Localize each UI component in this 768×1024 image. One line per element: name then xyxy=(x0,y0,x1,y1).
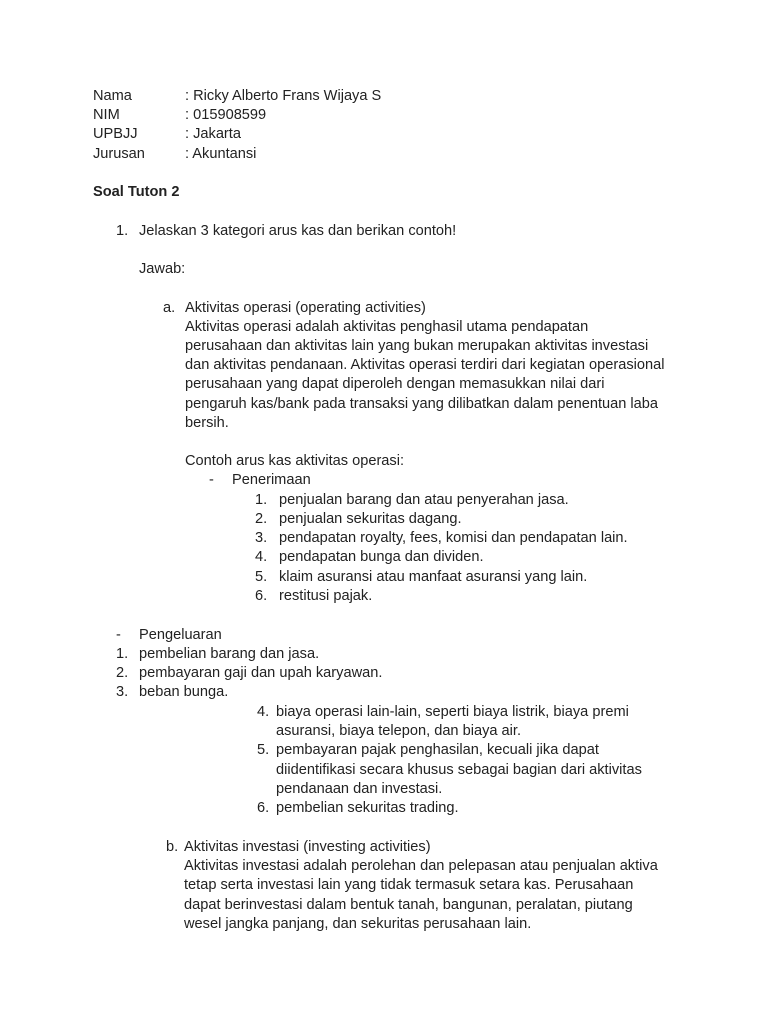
part-b-paragraph-line: tetap serta investasi lain yang tidak termasuk setara kas. Perusahaan xyxy=(184,877,634,893)
payment-item-number: 1. xyxy=(116,646,129,662)
payment-item-number: 2. xyxy=(116,665,129,681)
receipt-item-number: 1. xyxy=(255,492,268,508)
payment-item-number: 4. xyxy=(257,704,270,720)
example-intro: Contoh arus kas aktivitas operasi: xyxy=(185,453,405,469)
receipt-item-text: pendapatan royalty, fees, komisi dan pendapatan lain. xyxy=(279,530,628,546)
identity-value-nim: : 015908599 xyxy=(185,107,267,123)
payments-label: Pengeluaran xyxy=(139,627,222,643)
payment-item-text: beban bunga. xyxy=(139,684,229,700)
payment-item-number: 3. xyxy=(116,684,129,700)
question-text: Jelaskan 3 kategori arus kas dan berikan contoh! xyxy=(139,223,457,239)
receipt-item-text: restitusi pajak. xyxy=(279,588,373,604)
receipt-item-number: 3. xyxy=(255,530,268,546)
answer-label: Jawab: xyxy=(139,261,186,277)
receipt-item-text: penjualan sekuritas dagang. xyxy=(279,511,462,527)
part-b-paragraph-line: Aktivitas investasi adalah perolehan dan pelepasan atau penjualan aktiva xyxy=(184,858,658,874)
payment-item-number: 5. xyxy=(257,742,270,758)
receipt-item-number: 5. xyxy=(255,569,268,585)
part-b-marker: b. xyxy=(166,839,179,855)
part-b-paragraph-line: wesel jangka panjang, dan sekuritas perusahaan lain. xyxy=(184,916,532,932)
part-a-marker: a. xyxy=(163,300,176,316)
payment-item-text: biaya operasi lain-lain, seperti biaya listrik, biaya premi xyxy=(276,704,629,720)
receipt-item-text: penjualan barang dan atau penyerahan jasa. xyxy=(279,492,569,508)
payment-item-text: pembayaran pajak penghasilan, kecuali jika dapat xyxy=(276,742,599,758)
identity-value-jurusan: : Akuntansi xyxy=(185,146,257,162)
identity-label-upbjj: UPBJJ xyxy=(93,126,138,142)
identity-label-nim: NIM xyxy=(93,107,120,123)
receipts-label: Penerimaan xyxy=(232,472,311,488)
part-b-paragraph-line: dapat berinvestasi dalam bentuk tanah, bangunan, peralatan, piutang xyxy=(184,897,633,913)
receipt-item-text: pendapatan bunga dan dividen. xyxy=(279,549,484,565)
identity-value-nama: : Ricky Alberto Frans Wijaya S xyxy=(185,88,382,104)
identity-label-jurusan: Jurusan xyxy=(93,146,145,162)
receipt-item-number: 4. xyxy=(255,549,268,565)
payments-dash: - xyxy=(116,627,121,643)
payment-item-text: pendanaan dan investasi. xyxy=(276,781,443,797)
question-number: 1. xyxy=(116,223,129,239)
part-a-paragraph-line: Aktivitas operasi adalah aktivitas penghasil utama pendapatan xyxy=(185,319,589,335)
receipt-item-number: 6. xyxy=(255,588,268,604)
receipts-dash: - xyxy=(209,472,214,488)
receipt-item-number: 2. xyxy=(255,511,268,527)
payment-item-text: pembayaran gaji dan upah karyawan. xyxy=(139,665,383,681)
part-a-paragraph-line: pengaruh kas/bank pada transaksi yang dilibatkan dalam penentuan laba xyxy=(185,396,659,412)
part-a-title: Aktivitas operasi (operating activities) xyxy=(185,300,426,316)
part-a-paragraph-line: dan aktivitas pendanaan. Aktivitas operasi terdiri dari kegiatan operasional xyxy=(185,357,665,373)
part-b-title: Aktivitas investasi (investing activities) xyxy=(184,839,431,855)
part-a-paragraph-line: perusahaan yang dapat diperoleh dengan memasukkan nilai dari xyxy=(185,376,605,392)
part-a-paragraph-line: bersih. xyxy=(185,415,229,431)
part-a-paragraph-line: perusahaan dan aktivitas lain yang bukan merupakan aktivitas investasi xyxy=(185,338,649,354)
identity-value-upbjj: : Jakarta xyxy=(185,126,241,142)
identity-label-nama: Nama xyxy=(93,88,132,104)
payment-item-number: 6. xyxy=(257,800,270,816)
section-title: Soal Tuton 2 xyxy=(93,184,180,200)
payment-item-text: pembelian barang dan jasa. xyxy=(139,646,320,662)
payment-item-text: pembelian sekuritas trading. xyxy=(276,800,459,816)
payment-item-text: diidentifikasi secara khusus sebagai bagian dari aktivitas xyxy=(276,762,642,778)
payment-item-text: asuransi, biaya telepon, dan biaya air. xyxy=(276,723,522,739)
receipt-item-text: klaim asuransi atau manfaat asuransi yang lain. xyxy=(279,569,588,585)
